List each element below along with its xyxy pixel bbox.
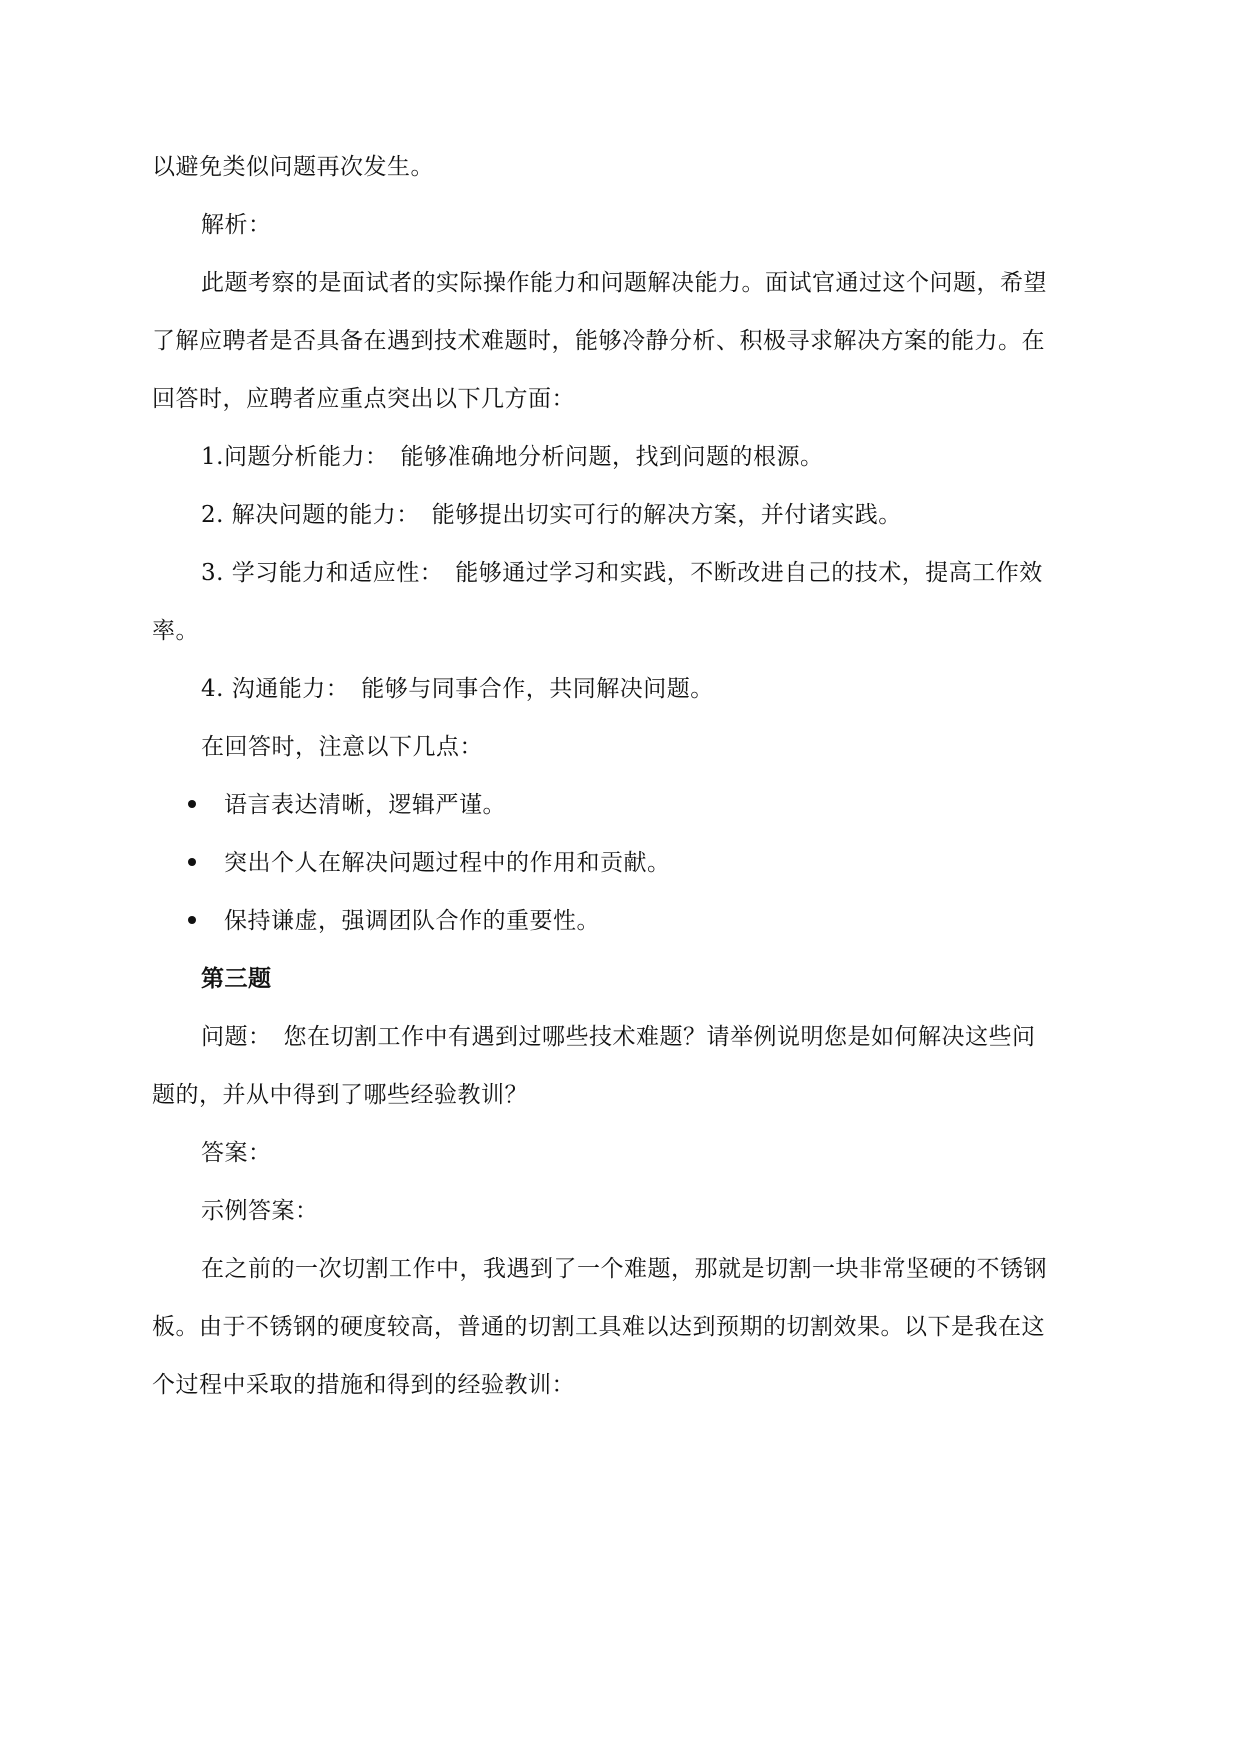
answer-label: 答案： — [201, 1140, 272, 1166]
paragraph-line: 以避免类似问题再次发生。 — [152, 154, 434, 180]
numbered-item-1: 1.问题分析能力： 能够准确地分析问题，找到问题的根源。 — [201, 444, 824, 470]
paragraph-line: 板。由于不锈钢的硬度较高，普通的切割工具难以达到预期的切割效果。以下是我在这 — [152, 1314, 1045, 1340]
paragraph-line: 在之前的一次切割工作中，我遇到了一个难题，那就是切割一块非常坚硬的不锈钢 — [201, 1256, 1047, 1282]
bullet-text: 语言表达清晰，逻辑严谨。 — [224, 792, 506, 818]
example-answer-label: 示例答案： — [201, 1198, 319, 1224]
paragraph-line: 此题考察的是面试者的实际操作能力和问题解决能力。面试官通过这个问题，希望 — [201, 270, 1047, 296]
bullet-item — [188, 906, 600, 936]
analysis-label: 解析： — [201, 212, 272, 238]
numbered-item-2: 2. 解决问题的能力： 能够提出切实可行的解决方案，并付诸实践。 — [201, 502, 902, 528]
question-line: 问题： 您在切割工作中有遇到过哪些技术难题？请举例说明您是如何解决这些问 — [201, 1024, 1036, 1050]
bullet-dot-icon — [188, 916, 196, 924]
paragraph-line: 个过程中采取的措施和得到的经验教训： — [152, 1372, 575, 1398]
bullet-dot-icon — [188, 800, 196, 808]
section-heading: 第三题 — [201, 965, 272, 992]
bullet-text: 保持谦虚，强调团队合作的重要性。 — [224, 908, 600, 934]
numbered-item-3: 3. 学习能力和适应性： 能够通过学习和实践，不断改进自己的技术，提高工作效 — [201, 560, 1043, 586]
paragraph-line: 回答时，应聘者应重点突出以下几方面： — [152, 386, 575, 412]
question-line: 题的，并从中得到了哪些经验教训？ — [152, 1082, 528, 1108]
bullet-item — [188, 790, 506, 820]
numbered-item-3-continued: 率。 — [152, 618, 199, 644]
bullet-dot-icon — [188, 858, 196, 866]
paragraph-line: 在回答时，注意以下几点： — [201, 734, 483, 760]
bullet-item — [188, 848, 671, 878]
numbered-item-4: 4. 沟通能力： 能够与同事合作，共同解决问题。 — [201, 676, 714, 702]
bullet-text: 突出个人在解决问题过程中的作用和贡献。 — [224, 850, 671, 876]
paragraph-line: 了解应聘者是否具备在遇到技术难题时，能够冷静分析、积极寻求解决方案的能力。在 — [152, 328, 1045, 354]
